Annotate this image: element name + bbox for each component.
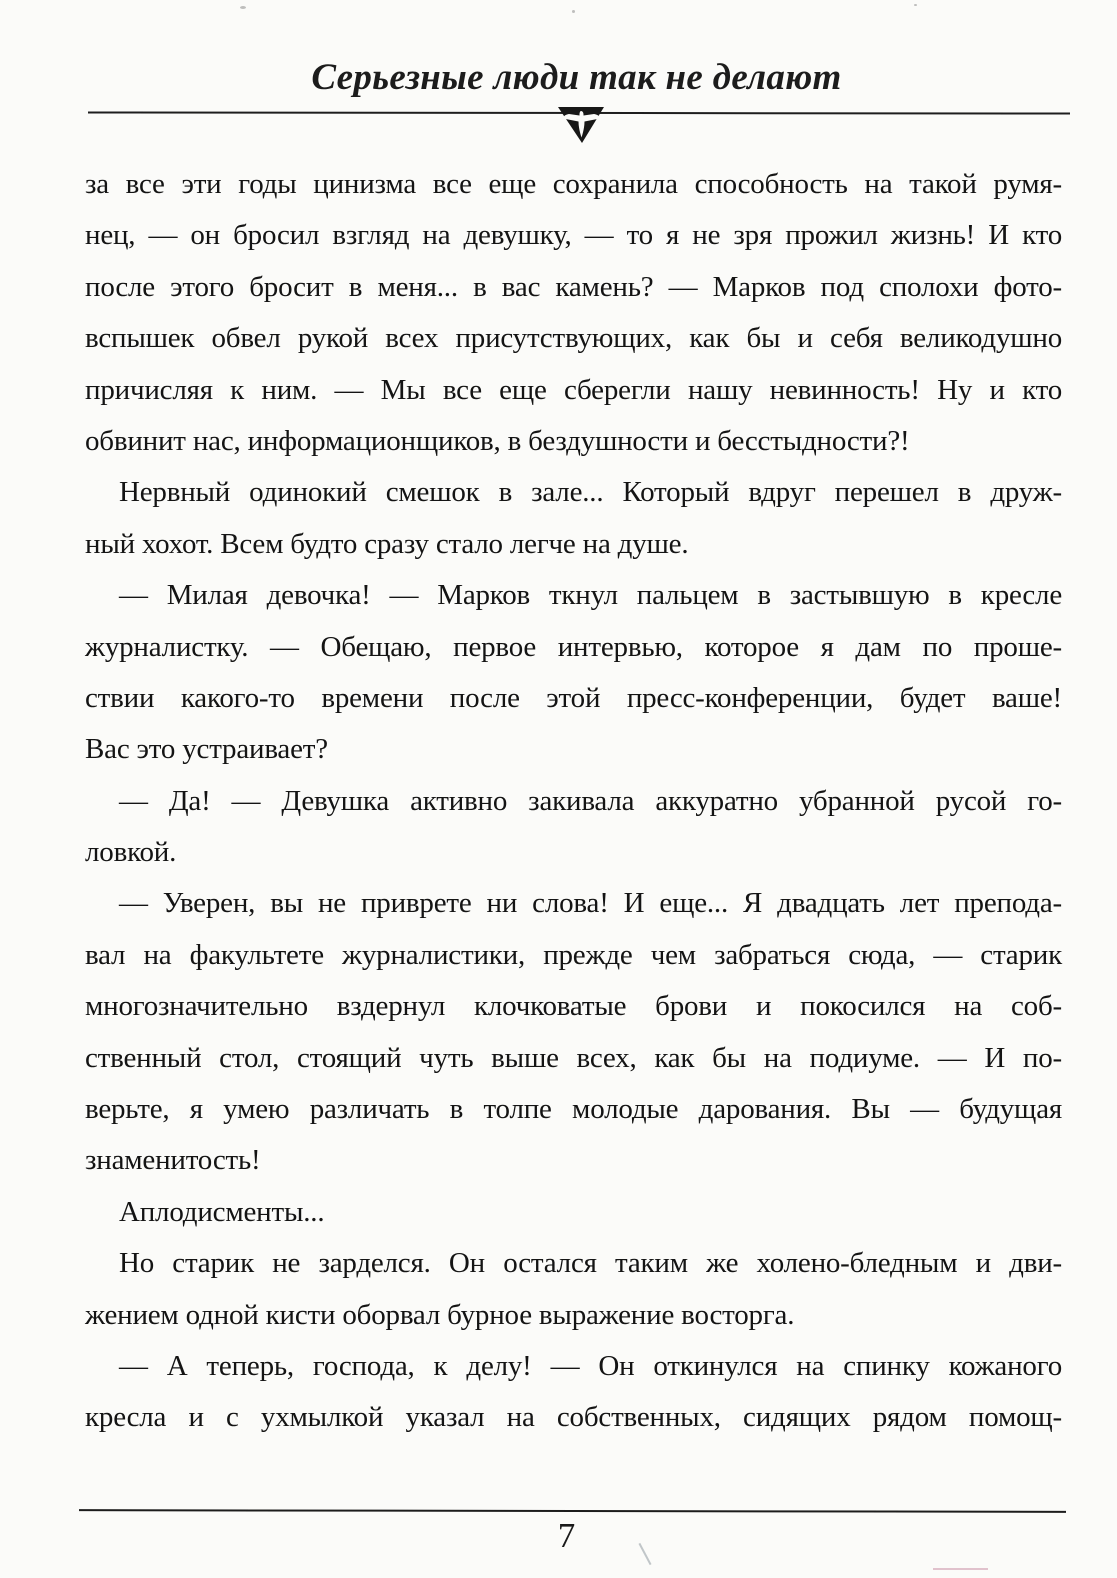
text-line: вспышек обвел рукой всех присутствующих, как бы и себя великодушно xyxy=(85,322,1062,355)
text-line: — Милая девочка! — Марков ткнул пальцем в застывшую в кресле xyxy=(119,579,1062,612)
text-line: Нервный одинокий смешок в зале... Который вдруг перешел в друж- xyxy=(119,476,1062,509)
text-line: многозначительно вздернул клочковатые брови и покосился на соб- xyxy=(85,990,1062,1023)
text-line: — Уверен, вы не приврете ни слова! И еще... Я двадцать лет препода- xyxy=(119,887,1062,920)
page-number: 7 xyxy=(557,1516,576,1555)
scan-speck xyxy=(572,10,575,13)
scan-speck xyxy=(914,4,917,6)
footer-rule xyxy=(79,1509,1066,1513)
text-line: ный хохот. Всем будто сразу стало легче на душе. xyxy=(85,527,689,560)
text-line: жением одной кисти оборвал бурное выражение восторга. xyxy=(85,1298,795,1331)
text-line: Но старик не зарделся. Он остался таким же холено-бледным и дви- xyxy=(119,1247,1062,1280)
text-line: вал на факультете журналистики, прежде чем забраться сюда, — старик xyxy=(85,938,1062,971)
text-line: ственный стол, стоящий чуть выше всех, как бы на подиуме. — И по- xyxy=(85,1041,1062,1074)
text-line: верьте, я умею различать в толпе молодые дарования. Вы — будущая xyxy=(85,1093,1062,1126)
text-line: журналистку. — Обещаю, первое интервью, которое я дам по проше- xyxy=(85,630,1062,663)
text-line: после этого бросит в меня... в вас камень? — Марков под сполохи фото- xyxy=(85,270,1062,303)
text-line: причисляя к ним. — Мы все еще сберегли нашу невинность! Ну и кто xyxy=(85,373,1062,406)
text-line: обвинит нас, информационщиков, в бездушности и бесстыдности?! xyxy=(85,424,910,457)
text-block xyxy=(85,159,1062,1444)
triangle-dove-ornament-icon xyxy=(556,103,606,145)
text-line: — Да! — Девушка активно закивала аккуратно убранной русой го- xyxy=(119,784,1062,817)
text-line: нец, — он бросил взгляд на девушку, — то я не зря прожил жизнь! И кто xyxy=(85,219,1062,252)
text-line: знаменитость! xyxy=(85,1144,261,1177)
text-line: Вас это устраивает? xyxy=(85,733,328,766)
text-line: кресла и с ухмылкой указал на собственных, сидящих рядом помощ- xyxy=(85,1401,1062,1434)
text-line: — А теперь, господа, к делу! — Он откинулся на спинку кожаного xyxy=(119,1349,1062,1382)
running-title: Серьезные люди так не делают xyxy=(311,57,842,98)
text-line: ловкой. xyxy=(85,836,177,869)
text-line: за все эти годы цинизма все еще сохранила способность на такой румя- xyxy=(85,168,1062,200)
pink-scan-artifact xyxy=(933,1568,988,1570)
text-line: Аплодисменты... xyxy=(119,1195,325,1228)
scan-speck xyxy=(240,6,246,9)
text-line: ствии какого-то времени после этой пресс-конференции, будет ваше! xyxy=(85,681,1062,714)
